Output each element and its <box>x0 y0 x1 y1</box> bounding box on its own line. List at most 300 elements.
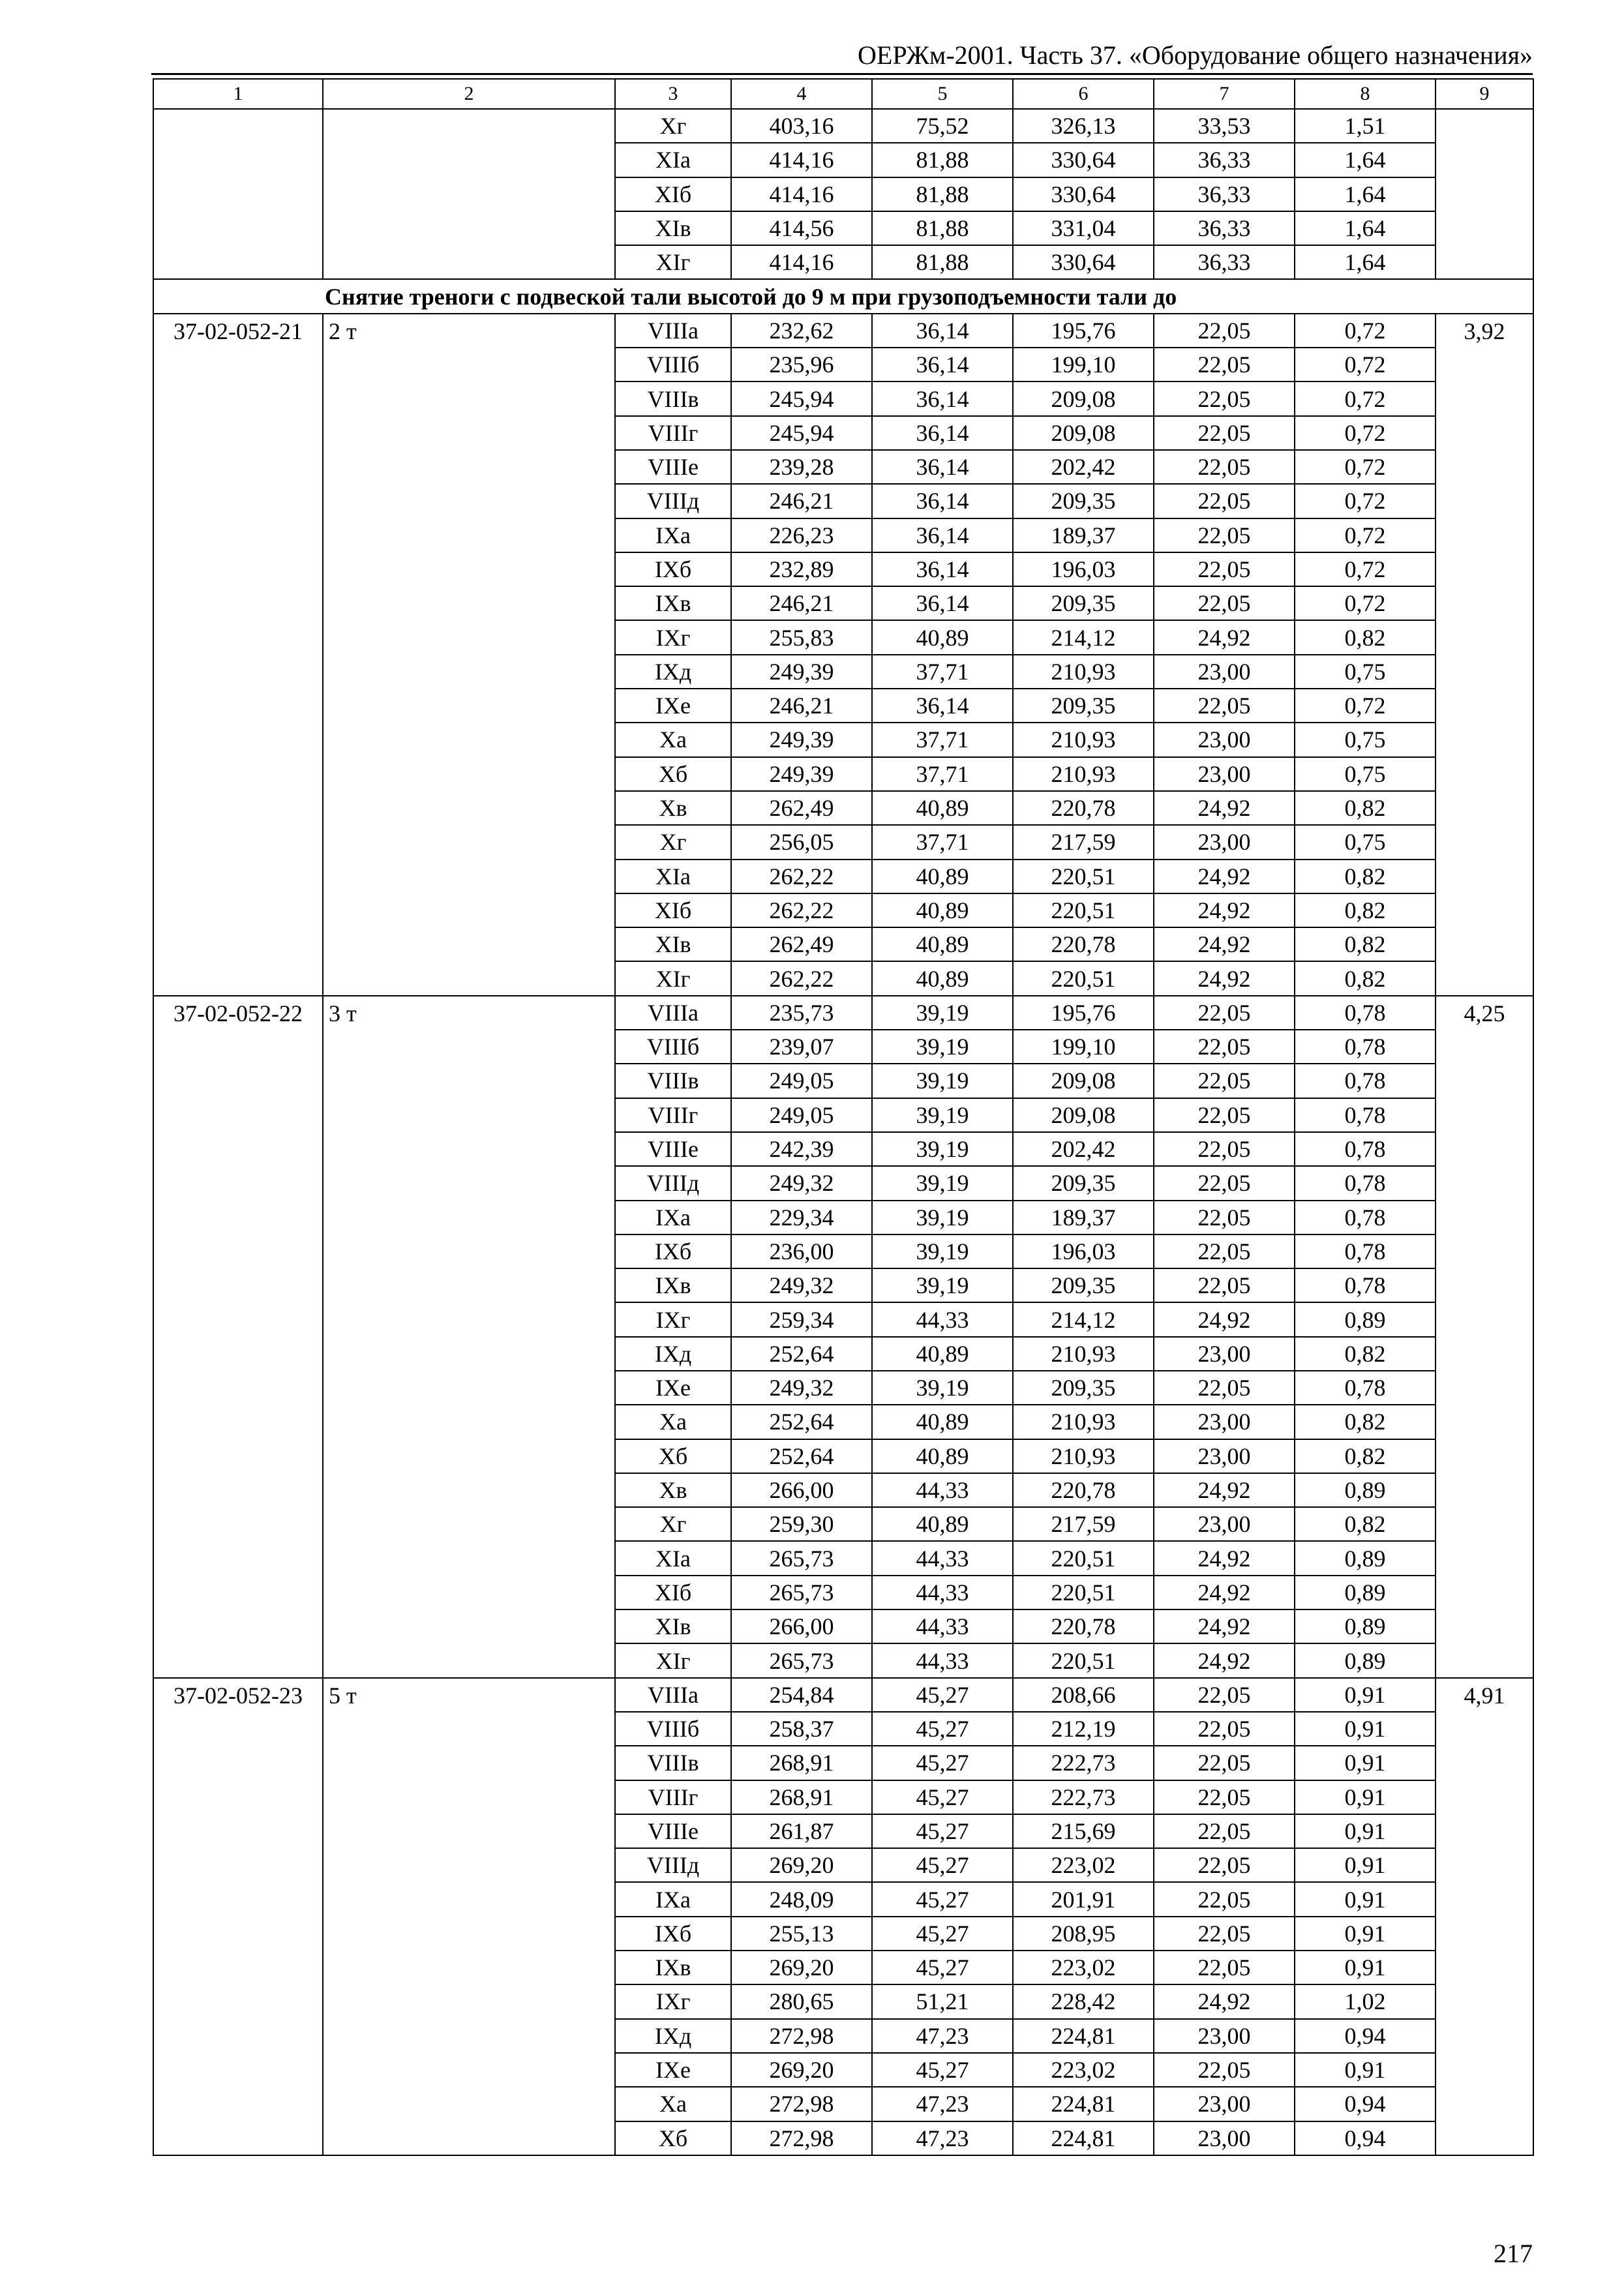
machinist-wages-cell: 22,05 <box>1154 1917 1295 1951</box>
norm-cell: 4,25 <box>1436 996 1533 1678</box>
machine-cost-cell: 217,59 <box>1013 825 1154 859</box>
machine-cost-cell: 223,02 <box>1013 2053 1154 2087</box>
resource-class-cell: IXа <box>615 1201 731 1234</box>
machine-cost-cell: 199,10 <box>1013 348 1154 382</box>
materials-cell: 0,82 <box>1295 1405 1436 1439</box>
resource-class-cell: IXг <box>615 620 731 654</box>
resource-class-cell: IXв <box>615 586 731 620</box>
machine-cost-cell: 189,37 <box>1013 1201 1154 1234</box>
resource-class-cell: XIв <box>615 927 731 961</box>
resource-class-cell: Xа <box>615 1405 731 1439</box>
materials-cell: 1,64 <box>1295 177 1436 211</box>
wages-cell: 36,14 <box>872 518 1013 552</box>
materials-cell: 0,72 <box>1295 552 1436 586</box>
materials-cell: 0,72 <box>1295 348 1436 382</box>
resource-class-cell: IXв <box>615 1951 731 1984</box>
resource-class-cell: IXб <box>615 552 731 586</box>
materials-cell: 0,78 <box>1295 1201 1436 1234</box>
direct-cost-cell: 249,05 <box>731 1098 872 1132</box>
machinist-wages-cell: 22,05 <box>1154 1234 1295 1268</box>
wages-cell: 45,27 <box>872 1746 1013 1780</box>
column-number-cell: 1 <box>153 79 323 109</box>
direct-cost-cell: 226,23 <box>731 518 872 552</box>
machine-cost-cell: 210,93 <box>1013 1405 1154 1439</box>
materials-cell: 1,64 <box>1295 211 1436 245</box>
direct-cost-cell: 246,21 <box>731 484 872 518</box>
direct-cost-cell: 255,83 <box>731 620 872 654</box>
wages-cell: 81,88 <box>872 177 1013 211</box>
resource-class-cell: IXг <box>615 1984 731 2018</box>
direct-cost-cell: 414,16 <box>731 245 872 279</box>
machine-cost-cell: 326,13 <box>1013 109 1154 143</box>
resource-class-cell: IXб <box>615 1917 731 1951</box>
materials-cell: 0,82 <box>1295 927 1436 961</box>
materials-cell: 0,82 <box>1295 1337 1436 1371</box>
column-number-cell: 9 <box>1436 79 1533 109</box>
machinist-wages-cell: 22,05 <box>1154 1814 1295 1848</box>
materials-cell: 0,72 <box>1295 518 1436 552</box>
column-number-cell: 5 <box>872 79 1013 109</box>
table-row <box>153 314 1533 348</box>
direct-cost-cell: 269,20 <box>731 1848 872 1882</box>
machine-cost-cell: 214,12 <box>1013 620 1154 654</box>
machinist-wages-cell: 22,05 <box>1154 1951 1295 1984</box>
wages-cell: 36,14 <box>872 314 1013 348</box>
resource-class-cell: IXд <box>615 1337 731 1371</box>
wages-cell: 40,89 <box>872 1507 1013 1541</box>
column-number-cell: 7 <box>1154 79 1295 109</box>
resource-class-cell: Xа <box>615 2087 731 2121</box>
machine-cost-cell: 189,37 <box>1013 518 1154 552</box>
wages-cell: 39,19 <box>872 1132 1013 1166</box>
wages-cell: 40,89 <box>872 620 1013 654</box>
direct-cost-cell: 235,73 <box>731 996 872 1030</box>
machine-cost-cell: 224,81 <box>1013 2087 1154 2121</box>
wages-cell: 39,19 <box>872 1098 1013 1132</box>
machinist-wages-cell: 24,92 <box>1154 1984 1295 2018</box>
norm-cell: 4,91 <box>1436 1678 1533 2155</box>
machinist-wages-cell: 23,00 <box>1154 2121 1295 2155</box>
wages-cell: 75,52 <box>872 109 1013 143</box>
machine-cost-cell: 222,73 <box>1013 1746 1154 1780</box>
wages-cell: 39,19 <box>872 1268 1013 1302</box>
materials-cell: 0,75 <box>1295 723 1436 756</box>
code-cell: 37-02-052-22 <box>153 996 323 1678</box>
materials-cell: 0,91 <box>1295 1917 1436 1951</box>
machine-cost-cell: 199,10 <box>1013 1030 1154 1064</box>
machinist-wages-cell: 24,92 <box>1154 1302 1295 1336</box>
machine-cost-cell: 220,51 <box>1013 1643 1154 1677</box>
machine-cost-cell: 209,08 <box>1013 1098 1154 1132</box>
resource-class-cell: XIа <box>615 143 731 177</box>
direct-cost-cell: 261,87 <box>731 1814 872 1848</box>
wages-cell: 45,27 <box>872 1712 1013 1746</box>
materials-cell: 0,91 <box>1295 1678 1436 1712</box>
materials-cell: 0,72 <box>1295 484 1436 518</box>
wages-cell: 39,19 <box>872 1201 1013 1234</box>
name-cell: 5 т <box>323 1678 615 2155</box>
machine-cost-cell: 210,93 <box>1013 655 1154 689</box>
machine-cost-cell: 228,42 <box>1013 1984 1154 2018</box>
direct-cost-cell: 268,91 <box>731 1746 872 1780</box>
machinist-wages-cell: 24,92 <box>1154 1541 1295 1575</box>
direct-cost-cell: 269,20 <box>731 1951 872 1984</box>
table-row <box>153 109 1533 143</box>
machinist-wages-cell: 23,00 <box>1154 2019 1295 2053</box>
resource-class-cell: XIб <box>615 893 731 927</box>
wages-cell: 45,27 <box>872 1780 1013 1814</box>
machinist-wages-cell: 23,00 <box>1154 2087 1295 2121</box>
wages-cell: 81,88 <box>872 211 1013 245</box>
wages-cell: 40,89 <box>872 961 1013 995</box>
resource-class-cell: Xв <box>615 791 731 825</box>
machine-cost-cell: 202,42 <box>1013 450 1154 484</box>
machine-cost-cell: 223,02 <box>1013 1951 1154 1984</box>
direct-cost-cell: 266,00 <box>731 1473 872 1507</box>
section-title: Снятие треноги с подвеской тали высотой до 9 м при грузоподъемности тали до <box>325 283 1177 310</box>
machinist-wages-cell: 22,05 <box>1154 1780 1295 1814</box>
direct-cost-cell: 232,89 <box>731 552 872 586</box>
machine-cost-cell: 220,51 <box>1013 1576 1154 1609</box>
resource-class-cell: VIIIв <box>615 1746 731 1780</box>
section-row <box>153 279 1533 313</box>
machine-cost-cell: 210,93 <box>1013 723 1154 756</box>
wages-cell: 45,27 <box>872 1951 1013 1984</box>
direct-cost-cell: 249,39 <box>731 655 872 689</box>
machinist-wages-cell: 22,05 <box>1154 1678 1295 1712</box>
materials-cell: 0,94 <box>1295 2121 1436 2155</box>
resource-class-cell: VIIIе <box>615 450 731 484</box>
direct-cost-cell: 262,49 <box>731 791 872 825</box>
materials-cell: 0,78 <box>1295 1064 1436 1098</box>
materials-cell: 0,91 <box>1295 1712 1436 1746</box>
resource-class-cell: XIг <box>615 1643 731 1677</box>
machine-cost-cell: 209,08 <box>1013 1064 1154 1098</box>
wages-cell: 40,89 <box>872 927 1013 961</box>
materials-cell: 0,91 <box>1295 1780 1436 1814</box>
resource-class-cell: VIIIв <box>615 382 731 415</box>
wages-cell: 36,14 <box>872 416 1013 450</box>
machine-cost-cell: 209,35 <box>1013 484 1154 518</box>
resource-class-cell: IXе <box>615 1371 731 1405</box>
resource-class-cell: IXб <box>615 1234 731 1268</box>
machinist-wages-cell: 36,33 <box>1154 177 1295 211</box>
machine-cost-cell: 208,66 <box>1013 1678 1154 1712</box>
wages-cell: 39,19 <box>872 1030 1013 1064</box>
machinist-wages-cell: 24,92 <box>1154 860 1295 893</box>
wages-cell: 37,71 <box>872 825 1013 859</box>
machinist-wages-cell: 22,05 <box>1154 1268 1295 1302</box>
machinist-wages-cell: 23,00 <box>1154 1337 1295 1371</box>
wages-cell: 39,19 <box>872 1371 1013 1405</box>
machinist-wages-cell: 36,33 <box>1154 143 1295 177</box>
wages-cell: 39,19 <box>872 1064 1013 1098</box>
materials-cell: 0,78 <box>1295 1234 1436 1268</box>
machine-cost-cell: 222,73 <box>1013 1780 1154 1814</box>
machinist-wages-cell: 23,00 <box>1154 655 1295 689</box>
machinist-wages-cell: 22,05 <box>1154 1064 1295 1098</box>
resource-class-cell: IXе <box>615 2053 731 2087</box>
wages-cell: 39,19 <box>872 996 1013 1030</box>
machinist-wages-cell: 22,05 <box>1154 1166 1295 1200</box>
machinist-wages-cell: 24,92 <box>1154 620 1295 654</box>
table-row <box>153 996 1533 1030</box>
wages-cell: 36,14 <box>872 689 1013 723</box>
resource-class-cell: VIIIа <box>615 1678 731 1712</box>
direct-cost-cell: 272,98 <box>731 2019 872 2053</box>
direct-cost-cell: 249,32 <box>731 1166 872 1200</box>
materials-cell: 0,82 <box>1295 893 1436 927</box>
table-body <box>153 79 1533 2155</box>
machine-cost-cell: 220,51 <box>1013 1541 1154 1575</box>
machinist-wages-cell: 22,05 <box>1154 1201 1295 1234</box>
machinist-wages-cell: 36,33 <box>1154 245 1295 279</box>
direct-cost-cell: 272,98 <box>731 2087 872 2121</box>
machinist-wages-cell: 22,05 <box>1154 484 1295 518</box>
direct-cost-cell: 252,64 <box>731 1337 872 1371</box>
wages-cell: 45,27 <box>872 1814 1013 1848</box>
wages-cell: 45,27 <box>872 1917 1013 1951</box>
machinist-wages-cell: 22,05 <box>1154 689 1295 723</box>
machinist-wages-cell: 23,00 <box>1154 1405 1295 1439</box>
wages-cell: 36,14 <box>872 348 1013 382</box>
direct-cost-cell: 245,94 <box>731 382 872 415</box>
materials-cell: 0,82 <box>1295 791 1436 825</box>
machinist-wages-cell: 22,05 <box>1154 1712 1295 1746</box>
resource-class-cell: XIб <box>615 177 731 211</box>
machine-cost-cell: 209,35 <box>1013 689 1154 723</box>
direct-cost-cell: 258,37 <box>731 1712 872 1746</box>
resource-class-cell: IXа <box>615 518 731 552</box>
materials-cell: 0,72 <box>1295 689 1436 723</box>
resource-class-cell: VIIIв <box>615 1064 731 1098</box>
wages-cell: 37,71 <box>872 655 1013 689</box>
materials-cell: 1,02 <box>1295 1984 1436 2018</box>
machine-cost-cell: 220,51 <box>1013 893 1154 927</box>
resource-class-cell: IXд <box>615 2019 731 2053</box>
resource-class-cell: Xв <box>615 1473 731 1507</box>
materials-cell: 1,51 <box>1295 109 1436 143</box>
resource-class-cell: VIIIб <box>615 348 731 382</box>
materials-cell: 0,94 <box>1295 2087 1436 2121</box>
norm-cell <box>1436 109 1533 279</box>
direct-cost-cell: 262,49 <box>731 927 872 961</box>
machinist-wages-cell: 36,33 <box>1154 211 1295 245</box>
resource-class-cell: Xб <box>615 757 731 791</box>
machine-cost-cell: 220,78 <box>1013 791 1154 825</box>
resource-class-cell: Xб <box>615 1439 731 1473</box>
direct-cost-cell: 255,13 <box>731 1917 872 1951</box>
direct-cost-cell: 256,05 <box>731 825 872 859</box>
machinist-wages-cell: 22,05 <box>1154 1746 1295 1780</box>
wages-cell: 39,19 <box>872 1234 1013 1268</box>
materials-cell: 0,75 <box>1295 825 1436 859</box>
running-header: ОЕРЖм-2001. Часть 37. «Оборудование общего назначения» <box>858 40 1533 70</box>
direct-cost-cell: 249,39 <box>731 757 872 791</box>
wages-cell: 44,33 <box>872 1473 1013 1507</box>
resource-class-cell: Xг <box>615 1507 731 1541</box>
materials-cell: 0,75 <box>1295 757 1436 791</box>
machine-cost-cell: 214,12 <box>1013 1302 1154 1336</box>
direct-cost-cell: 266,00 <box>731 1609 872 1643</box>
direct-cost-cell: 249,05 <box>731 1064 872 1098</box>
direct-cost-cell: 246,21 <box>731 689 872 723</box>
direct-cost-cell: 259,30 <box>731 1507 872 1541</box>
wages-cell: 37,71 <box>872 723 1013 756</box>
machine-cost-cell: 196,03 <box>1013 552 1154 586</box>
wages-cell: 36,14 <box>872 382 1013 415</box>
column-number-cell: 4 <box>731 79 872 109</box>
direct-cost-cell: 232,62 <box>731 314 872 348</box>
machine-cost-cell: 210,93 <box>1013 757 1154 791</box>
wages-cell: 37,71 <box>872 757 1013 791</box>
materials-cell: 0,91 <box>1295 1951 1436 1984</box>
machinist-wages-cell: 24,92 <box>1154 1473 1295 1507</box>
table-row <box>153 1678 1533 1712</box>
header-rule <box>151 73 1533 75</box>
wages-cell: 36,14 <box>872 586 1013 620</box>
direct-cost-cell: 249,39 <box>731 723 872 756</box>
materials-cell: 0,91 <box>1295 1746 1436 1780</box>
norm-cell: 3,92 <box>1436 314 1533 996</box>
materials-cell: 0,91 <box>1295 1882 1436 1916</box>
machine-cost-cell: 330,64 <box>1013 143 1154 177</box>
direct-cost-cell: 249,32 <box>731 1268 872 1302</box>
materials-cell: 0,91 <box>1295 1814 1436 1848</box>
machine-cost-cell: 209,08 <box>1013 382 1154 415</box>
section-title-cell <box>153 279 1533 313</box>
materials-cell: 0,89 <box>1295 1643 1436 1677</box>
resource-class-cell: VIIIд <box>615 1166 731 1200</box>
direct-cost-cell: 229,34 <box>731 1201 872 1234</box>
column-number-row <box>153 79 1533 109</box>
direct-cost-cell: 239,28 <box>731 450 872 484</box>
wages-cell: 47,23 <box>872 2019 1013 2053</box>
direct-cost-cell: 414,56 <box>731 211 872 245</box>
resource-class-cell: XIв <box>615 1609 731 1643</box>
resource-class-cell: VIIIг <box>615 1098 731 1132</box>
resource-class-cell: VIIIд <box>615 484 731 518</box>
wages-cell: 45,27 <box>872 1848 1013 1882</box>
wages-cell: 40,89 <box>872 791 1013 825</box>
machine-cost-cell: 220,51 <box>1013 860 1154 893</box>
resource-class-cell: XIв <box>615 211 731 245</box>
code-cell: 37-02-052-21 <box>153 314 323 996</box>
machine-cost-cell: 195,76 <box>1013 314 1154 348</box>
direct-cost-cell: 403,16 <box>731 109 872 143</box>
wages-cell: 51,21 <box>872 1984 1013 2018</box>
machine-cost-cell: 212,19 <box>1013 1712 1154 1746</box>
direct-cost-cell: 236,00 <box>731 1234 872 1268</box>
wages-cell: 81,88 <box>872 143 1013 177</box>
direct-cost-cell: 245,94 <box>731 416 872 450</box>
machine-cost-cell: 209,08 <box>1013 416 1154 450</box>
resource-class-cell: Xг <box>615 825 731 859</box>
direct-cost-cell: 254,84 <box>731 1678 872 1712</box>
column-number-cell: 3 <box>615 79 731 109</box>
resource-class-cell: VIIIб <box>615 1030 731 1064</box>
machine-cost-cell: 220,51 <box>1013 961 1154 995</box>
materials-cell: 0,89 <box>1295 1609 1436 1643</box>
resource-class-cell: XIа <box>615 860 731 893</box>
machine-cost-cell: 210,93 <box>1013 1439 1154 1473</box>
column-number-cell: 2 <box>323 79 615 109</box>
direct-cost-cell: 248,09 <box>731 1882 872 1916</box>
machine-cost-cell: 220,78 <box>1013 927 1154 961</box>
machine-cost-cell: 195,76 <box>1013 996 1154 1030</box>
resource-class-cell: XIг <box>615 961 731 995</box>
machinist-wages-cell: 22,05 <box>1154 382 1295 415</box>
resource-class-cell: XIг <box>615 245 731 279</box>
resource-class-cell: VIIIд <box>615 1848 731 1882</box>
materials-cell: 0,82 <box>1295 620 1436 654</box>
machine-cost-cell: 224,81 <box>1013 2019 1154 2053</box>
materials-cell: 0,78 <box>1295 1371 1436 1405</box>
materials-cell: 0,72 <box>1295 450 1436 484</box>
resource-class-cell: Xа <box>615 723 731 756</box>
code-cell <box>153 109 323 279</box>
name-cell: 3 т <box>323 996 615 1678</box>
wages-cell: 47,23 <box>872 2121 1013 2155</box>
machine-cost-cell: 208,95 <box>1013 1917 1154 1951</box>
materials-cell: 0,94 <box>1295 2019 1436 2053</box>
materials-cell: 0,78 <box>1295 1268 1436 1302</box>
name-cell <box>323 109 615 279</box>
materials-cell: 0,82 <box>1295 961 1436 995</box>
resource-class-cell: VIIIа <box>615 314 731 348</box>
materials-cell: 0,78 <box>1295 1132 1436 1166</box>
materials-cell: 0,72 <box>1295 416 1436 450</box>
direct-cost-cell: 239,07 <box>731 1030 872 1064</box>
resource-class-cell: Xб <box>615 2121 731 2155</box>
machinist-wages-cell: 24,92 <box>1154 893 1295 927</box>
resource-class-cell: XIб <box>615 1576 731 1609</box>
resource-class-cell: VIIIг <box>615 416 731 450</box>
wages-cell: 81,88 <box>872 245 1013 279</box>
machinist-wages-cell: 22,05 <box>1154 552 1295 586</box>
machinist-wages-cell: 22,05 <box>1154 1030 1295 1064</box>
resource-class-cell: IXд <box>615 655 731 689</box>
machine-cost-cell: 209,35 <box>1013 586 1154 620</box>
column-number-cell: 8 <box>1295 79 1436 109</box>
resource-class-cell: Xг <box>615 109 731 143</box>
resource-class-cell: VIIIб <box>615 1712 731 1746</box>
machinist-wages-cell: 24,92 <box>1154 927 1295 961</box>
direct-cost-cell: 272,98 <box>731 2121 872 2155</box>
direct-cost-cell: 265,73 <box>731 1643 872 1677</box>
materials-cell: 0,91 <box>1295 1848 1436 1882</box>
machine-cost-cell: 330,64 <box>1013 177 1154 211</box>
direct-cost-cell: 259,34 <box>731 1302 872 1336</box>
machinist-wages-cell: 22,05 <box>1154 1371 1295 1405</box>
direct-cost-cell: 249,32 <box>731 1371 872 1405</box>
name-cell: 2 т <box>323 314 615 996</box>
direct-cost-cell: 262,22 <box>731 893 872 927</box>
wages-cell: 36,14 <box>872 484 1013 518</box>
direct-cost-cell: 252,64 <box>731 1405 872 1439</box>
direct-cost-cell: 268,91 <box>731 1780 872 1814</box>
resource-class-cell: VIIIе <box>615 1132 731 1166</box>
resource-class-cell: VIIIг <box>615 1780 731 1814</box>
machine-cost-cell: 223,02 <box>1013 1848 1154 1882</box>
materials-cell: 0,78 <box>1295 996 1436 1030</box>
machinist-wages-cell: 22,05 <box>1154 348 1295 382</box>
resource-class-cell: IXа <box>615 1882 731 1916</box>
machine-cost-cell: 210,93 <box>1013 1337 1154 1371</box>
machinist-wages-cell: 23,00 <box>1154 723 1295 756</box>
machinist-wages-cell: 23,00 <box>1154 757 1295 791</box>
materials-cell: 0,78 <box>1295 1030 1436 1064</box>
